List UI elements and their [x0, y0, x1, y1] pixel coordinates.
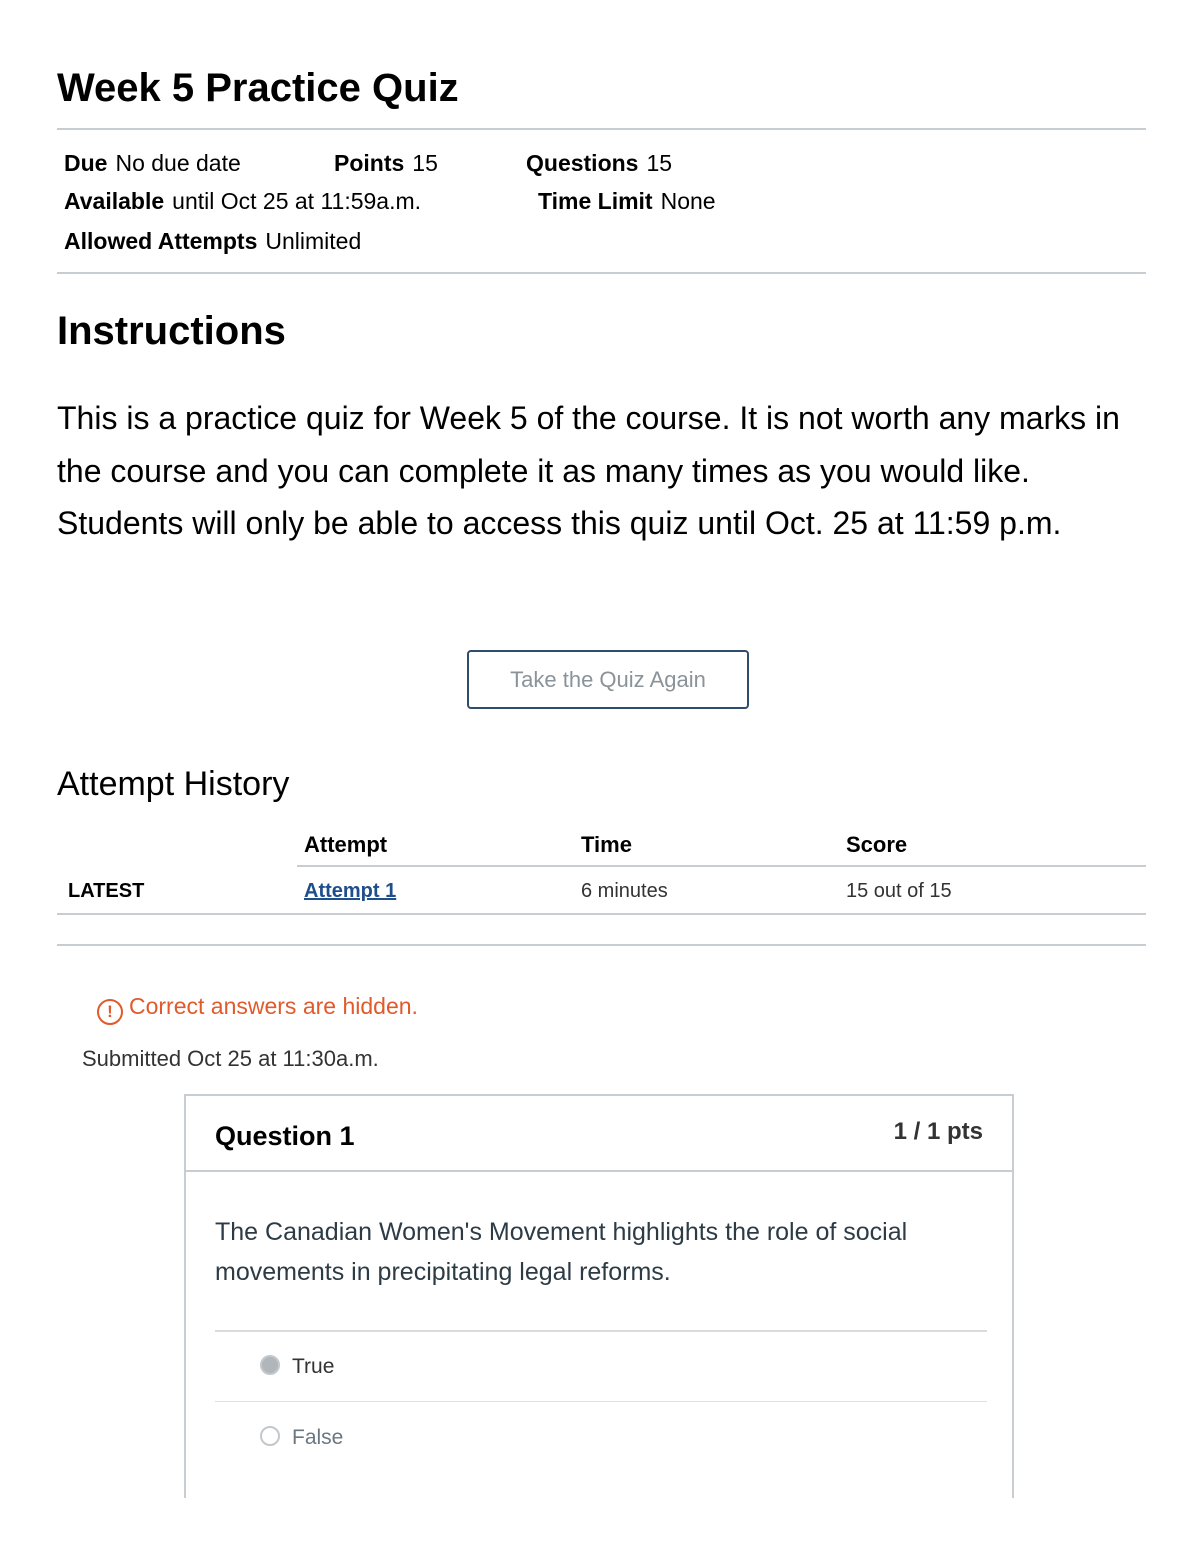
meta-questions	[526, 148, 672, 178]
instructions-heading: Instructions	[57, 309, 286, 353]
meta-due	[64, 148, 241, 178]
column-header-attempt: Attempt	[304, 832, 388, 857]
meta-due-label: Due	[64, 150, 108, 176]
submitted-timestamp: Submitted Oct 25 at 11:30a.m.	[82, 1046, 379, 1071]
page-title: Week 5 Practice Quiz	[57, 66, 459, 110]
meta-time-limit-label: Time Limit	[538, 188, 653, 214]
meta-divider	[57, 272, 1146, 274]
meta-points-label: Points	[334, 150, 405, 176]
latest-badge: LATEST	[68, 880, 145, 902]
question-header	[186, 1096, 1012, 1172]
meta-questions-value: 15	[646, 150, 673, 176]
question-card	[184, 1094, 1014, 1498]
take-quiz-again-button[interactable]: Take the Quiz Again	[467, 650, 749, 709]
meta-available-value: until Oct 25 at 11:59a.m.	[172, 188, 422, 214]
attempt-1-link[interactable]: Attempt 1	[304, 880, 397, 902]
question-points: 1 / 1 pts	[893, 1118, 983, 1145]
correct-answers-hidden-notice	[97, 990, 418, 1025]
question-title: Question 1	[215, 1121, 355, 1151]
meta-attempts-value: Unlimited	[265, 228, 362, 254]
instructions-text: This is a practice quiz for Week 5 of the course. It is not worth any marks in the course and you can complete it as many times as you would like. Students will only be able to access this quiz until Oct. 25 at 11:59 p.m.	[57, 400, 1120, 541]
attempt-time: 6 minutes	[581, 880, 668, 902]
meta-points	[334, 148, 438, 178]
meta-questions-label: Questions	[526, 150, 639, 176]
attempt-score: 15 out of 15	[846, 880, 952, 902]
question-text: The Canadian Women's Movement highlights the role of social movements in precipitating legal reforms.	[215, 1218, 908, 1286]
attempt-history-heading: Attempt History	[57, 765, 290, 803]
meta-available-label: Available	[64, 188, 165, 214]
exclamation-circle-icon: !	[97, 999, 123, 1025]
answers-divider	[215, 1330, 987, 1332]
warning-text: Correct answers are hidden.	[129, 993, 418, 1019]
meta-points-value: 15	[412, 150, 438, 176]
radio-unselected-icon	[260, 1426, 280, 1446]
meta-due-value: No due date	[115, 150, 241, 176]
radio-selected-icon	[260, 1355, 280, 1375]
table-header-divider	[297, 865, 1146, 867]
meta-attempts	[64, 226, 361, 256]
results-divider	[57, 944, 1146, 946]
meta-time-limit-value: None	[660, 188, 716, 214]
answer-label: False	[292, 1426, 344, 1449]
header-divider	[57, 128, 1146, 130]
answer-label: True	[292, 1355, 335, 1378]
answer-true[interactable]	[260, 1352, 334, 1382]
meta-attempts-label: Allowed Attempts	[64, 228, 258, 254]
meta-available	[64, 186, 421, 216]
answer-divider	[215, 1401, 987, 1402]
column-header-time: Time	[581, 832, 632, 857]
answer-false[interactable]	[260, 1423, 343, 1453]
column-header-score: Score	[846, 832, 908, 857]
meta-time-limit	[538, 186, 716, 216]
table-bottom-divider	[57, 913, 1146, 915]
